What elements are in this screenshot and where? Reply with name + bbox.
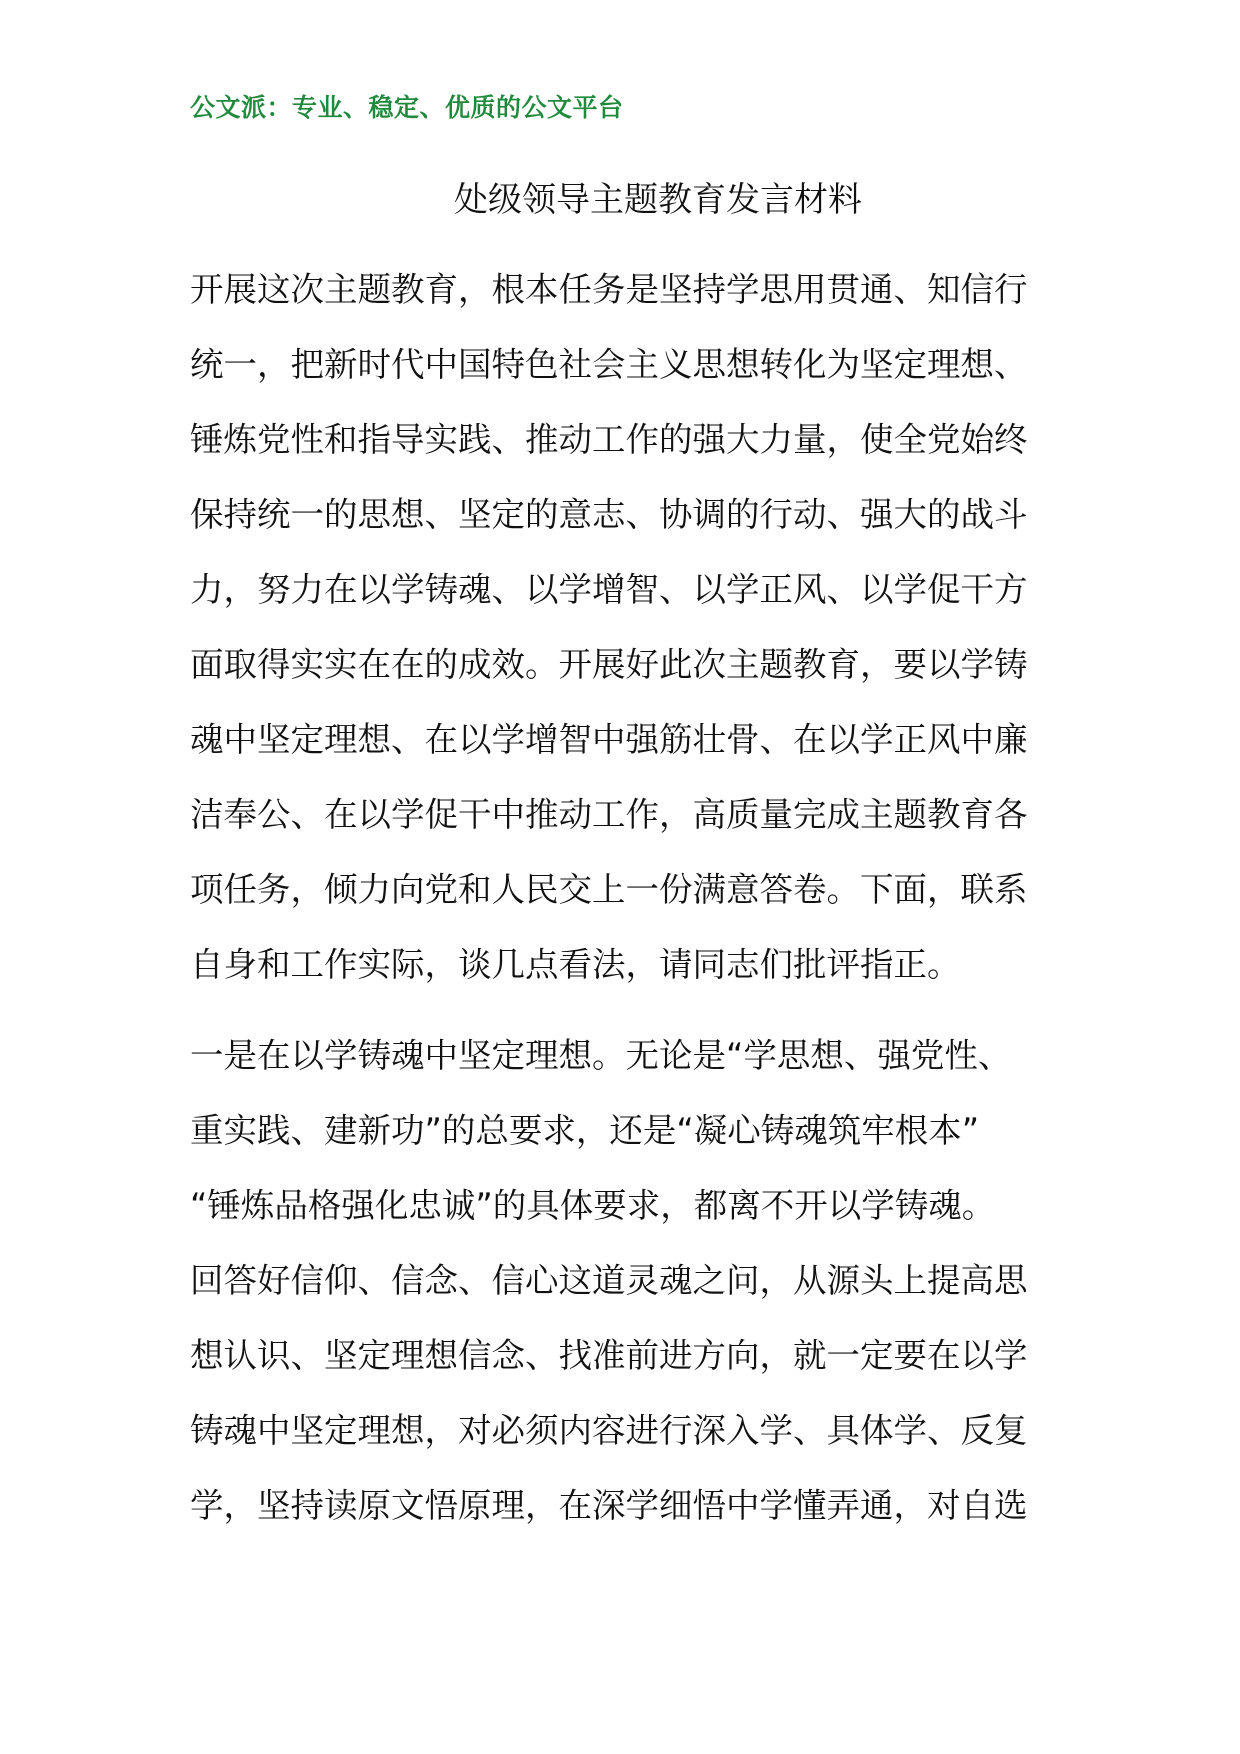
paragraph-line: 面取得实实在在的成效。开展好此次主题教育，要以学铸 [190, 645, 1028, 684]
header-note: 公文派：专业、稳定、优质的公文平台 [190, 93, 624, 122]
paragraph-line: 回答好信仰、信念、信心这道灵魂之问，从源头上提高思 [190, 1261, 1028, 1300]
paragraph-line: 力，努力在以学铸魂、以学增智、以学正风、以学促干方 [190, 570, 1028, 609]
paragraph-line: 一是在以学铸魂中坚定理想。无论是“学思想、强党性、 [190, 1036, 1012, 1075]
paragraph-line: 重实践、建新功”的总要求，还是“凝心铸魂筑牢根本” [190, 1111, 980, 1150]
paragraph-line: 学，坚持读原文悟原理，在深学细悟中学懂弄通，对自选 [190, 1486, 1028, 1525]
paragraph-line: 魂中坚定理想、在以学增智中强筋壮骨、在以学正风中廉 [190, 720, 1028, 759]
paragraph-line: 项任务，倾力向党和人民交上一份满意答卷。下面，联系 [190, 870, 1028, 909]
paragraph-1 [190, 252, 1060, 1002]
paragraph-line: 自身和工作实际，谈几点看法，请同志们批评指正。 [190, 945, 961, 984]
paragraph-line: 铸魂中坚定理想，对必须内容进行深入学、具体学、反复 [190, 1411, 1028, 1450]
paragraph-2 [190, 1018, 1060, 1543]
paragraph-line: 洁奉公、在以学促干中推动工作，高质量完成主题教育各 [190, 795, 1028, 834]
paragraph-line: 想认识、坚定理想信念、找准前进方向，就一定要在以学 [190, 1336, 1028, 1375]
paragraph-line: 锤炼党性和指导实践、推动工作的强大力量，使全党始终 [190, 420, 1028, 459]
paragraph-line: 开展这次主题教育，根本任务是坚持学思用贯通、知信行 [190, 270, 1028, 309]
paragraph-line: 保持统一的思想、坚定的意志、协调的行动、强大的战斗 [190, 495, 1028, 534]
document-title: 处级领导主题教育发言材料 [454, 180, 862, 220]
paragraph-line: “锤炼品格强化忠诚”的具体要求，都离不开以学铸魂。 [190, 1186, 996, 1225]
paragraph-line: 统一，把新时代中国特色社会主义思想转化为坚定理想、 [190, 345, 1028, 384]
